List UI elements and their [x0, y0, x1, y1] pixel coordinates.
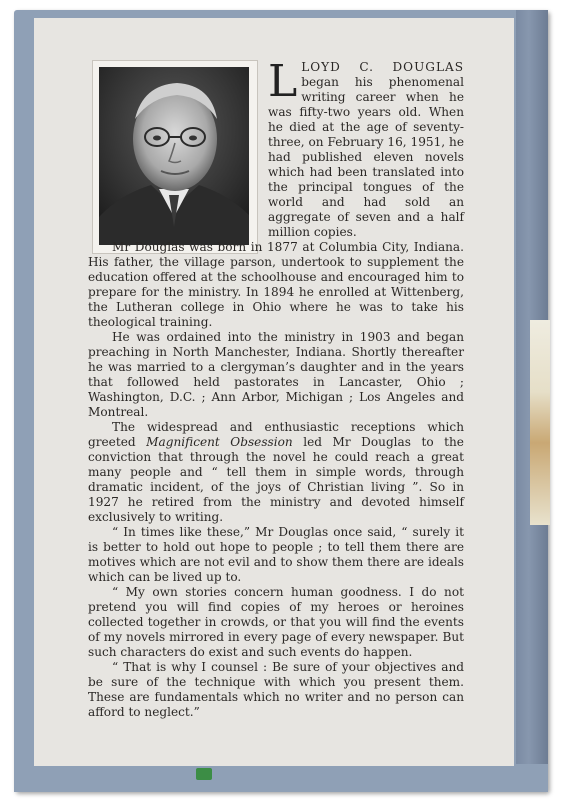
paragraph-quote-hope: “ In times like these,” Mr Douglas once said, “ surely it is better to hold out hope to people ; to tell them there are motives which are not evil and to show them there are ideals which can be lived up to. — [88, 525, 464, 584]
author-biography — [88, 56, 464, 720]
paragraph-writing-lead: The widespread and enthusiastic receptions which greeted — [88, 420, 464, 449]
author-name: LOYD C. DOUGLAS — [301, 60, 464, 74]
book-title: Magnificent Obsession — [146, 435, 293, 449]
paragraph-writing — [88, 420, 464, 525]
paragraph-quote-counsel: “ That is why I counsel : Be sure of your objectives and be sure of the technique with which you present them. These are fundamentals which no writer and no person can afford to neglect.” — [88, 660, 464, 719]
intro-paragraph — [268, 56, 464, 240]
intro-block — [268, 56, 464, 240]
green-mark — [196, 768, 212, 780]
spine-wear — [530, 320, 550, 525]
drop-cap: L — [268, 56, 298, 107]
paragraph-birth: Mr Douglas was born in 1877 at Columbia City, Indiana. His father, the village parson, undertook to supplement the education offered at the schoolhouse and encouraged him to prepare for the ministry. In 1894 he enrolled at Wittenberg, the Lutheran college in Ohio where he was to take his theological training. — [88, 240, 464, 329]
paragraph-quote-stories: “ My own stories concern human goodness. I do not pretend you will find copies of my heroes or heroines collected together in crowds, or that you will find the events of my novels mirrored in every page of every newspaper. But such characters do exist and such events do happen. — [88, 585, 464, 659]
intro-text: began his phenomenal writing career when he was fifty-two years old. When he died at the age of seventy-three, on February 16, 1951, he had published eleven novels which had been translated into the principal tongues of the world and had sold an aggregate of seven and a half million copies. — [268, 75, 464, 239]
cover-bottom-edge — [14, 764, 548, 792]
paragraph-writing-rest: led Mr Douglas to the conviction that through the novel he could reach a great many people and “ tell them in simple words, through dramatic incident, of the joys of Christian living ”. So in 1927 he retired from the ministry and devoted himself exclusively to writing. — [88, 435, 464, 524]
paragraph-ministry: He was ordained into the ministry in 1903 and began preaching in North Manchester, Indiana. Shortly thereafter he was married to a clergyman’s daughter and in the years that followed held pastorates in Lancaster, Ohio ; Washington, D.C. ; Ann Arbor, Michigan ; Los Angeles and Montreal. — [88, 330, 464, 419]
